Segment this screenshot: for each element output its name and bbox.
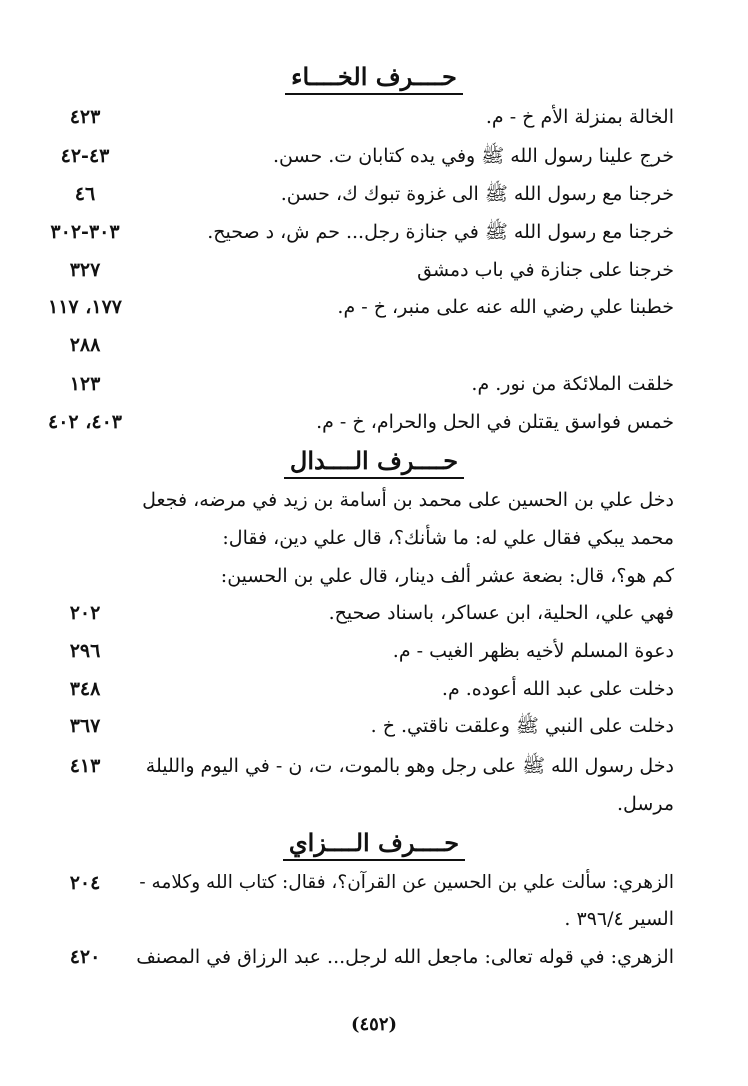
index-entry bbox=[30, 749, 674, 783]
entry-text: الزهري: في قوله تعالى: ماجعل الله لرجل... عبد الرزاق في المصنف bbox=[136, 946, 674, 968]
entry-page-ref: ٣٢٧ bbox=[69, 259, 101, 281]
entry-page-ref: ٤١٣ bbox=[69, 755, 101, 777]
entry-text: دخلت على النبي ﷺ وعلقت ناقتي. خ . bbox=[370, 715, 674, 737]
index-entry bbox=[30, 559, 674, 593]
index-entry bbox=[30, 177, 674, 211]
index-entry bbox=[30, 253, 674, 287]
entry-page-ref: ٤٦ bbox=[74, 183, 96, 205]
index-entry bbox=[30, 521, 674, 555]
entry-text: الخالة بمنزلة الأم خ - م. bbox=[485, 106, 674, 128]
entry-text: خرجنا على جنازة في باب دمشق bbox=[417, 259, 674, 281]
entry-text: الزهري: سألت علي بن الحسين عن القرآن؟، فقال: كتاب الله وكلامه - bbox=[139, 872, 674, 893]
page-number: (٤٥٢) bbox=[350, 1014, 398, 1035]
index-entry bbox=[30, 787, 674, 821]
entry-text: كم هو؟، قال: بضعة عشر ألف دينار، قال علي بن الحسين: bbox=[220, 565, 674, 587]
index-entry bbox=[30, 139, 674, 173]
index-entry bbox=[30, 634, 674, 668]
entry-page-ref: ٣٤٨ bbox=[69, 678, 101, 700]
entry-page-ref: ٣٠٣-٣٠٢ bbox=[50, 221, 120, 243]
index-entry bbox=[30, 596, 674, 630]
entry-text: خرجنا مع رسول الله ﷺ الى غزوة تبوك ك، حسن. bbox=[280, 183, 674, 205]
entry-text: خمس فواسق يقتلن في الحل والحرام، خ - م. bbox=[316, 411, 674, 433]
index-entry bbox=[30, 328, 674, 362]
index-entry bbox=[30, 709, 674, 743]
heading-text: حــــرف الخــــاء bbox=[285, 62, 463, 95]
entry-text: محمد يبكي فقال علي له: ما شأنك؟، قال علي دين، فقال: bbox=[222, 527, 674, 549]
entry-text: خطبنا علي رضي الله عنه على منبر، خ - م. bbox=[337, 296, 674, 318]
entry-text: خلقت الملائكة من نور. م. bbox=[471, 373, 674, 395]
entry-page-ref: ٣٦٧ bbox=[69, 715, 101, 737]
entry-text: خرجنا مع رسول الله ﷺ في جنازة رجل... حم ش، د صحيح. bbox=[207, 221, 674, 243]
entry-page-ref: ٤٣-٤٢ bbox=[60, 145, 110, 167]
section-heading-zay bbox=[0, 828, 748, 861]
index-entry bbox=[30, 672, 674, 706]
index-entry bbox=[30, 483, 674, 517]
section-heading-kha bbox=[0, 62, 748, 95]
index-entry bbox=[30, 405, 674, 439]
entry-page-ref: ١٧٧، ١١٧ bbox=[48, 296, 122, 318]
heading-text: حــــرف الــــدال bbox=[284, 446, 464, 479]
index-entry bbox=[30, 940, 674, 974]
entry-text: دخل رسول الله ﷺ على رجل وهو بالموت، ت، ن - في اليوم والليلة bbox=[145, 755, 674, 777]
index-entry bbox=[30, 902, 674, 936]
entry-page-ref: ٤٠٣، ٤٠٢ bbox=[48, 411, 122, 433]
index-entry bbox=[30, 100, 674, 134]
entry-text: دخل علي بن الحسين على محمد بن أسامة بن زيد في مرضه، فجعل bbox=[142, 489, 674, 511]
entry-page-ref: ٤٢٠ bbox=[69, 946, 101, 968]
entry-page-ref: ٢٠٤ bbox=[69, 872, 101, 894]
entry-page-ref: ٢٠٢ bbox=[69, 602, 101, 624]
entry-page-ref: ٢٨٨ bbox=[69, 334, 101, 356]
index-entry bbox=[30, 866, 674, 900]
index-entry bbox=[30, 215, 674, 249]
entry-text: دخلت على عبد الله أعوده. م. bbox=[441, 678, 674, 700]
entry-text: خرج علينا رسول الله ﷺ وفي يده كتابان ت. حسن. bbox=[273, 145, 674, 167]
entry-text: فهي علي، الحلية، ابن عساكر، باسناد صحيح. bbox=[328, 602, 674, 624]
section-heading-dal bbox=[0, 446, 748, 479]
entry-page-ref: ١٢٣ bbox=[69, 373, 101, 395]
entry-text: مرسل. bbox=[616, 793, 674, 815]
entry-text: السير ٣٩٦/٤ . bbox=[564, 908, 674, 930]
index-entry bbox=[30, 367, 674, 401]
index-entry bbox=[30, 290, 674, 324]
entry-page-ref: ٤٢٣ bbox=[69, 106, 101, 128]
entry-page-ref: ٢٩٦ bbox=[69, 640, 101, 662]
heading-text: حــــرف الــــزاي bbox=[283, 828, 465, 861]
entry-text: دعوة المسلم لأخيه بظهر الغيب - م. bbox=[392, 640, 674, 662]
